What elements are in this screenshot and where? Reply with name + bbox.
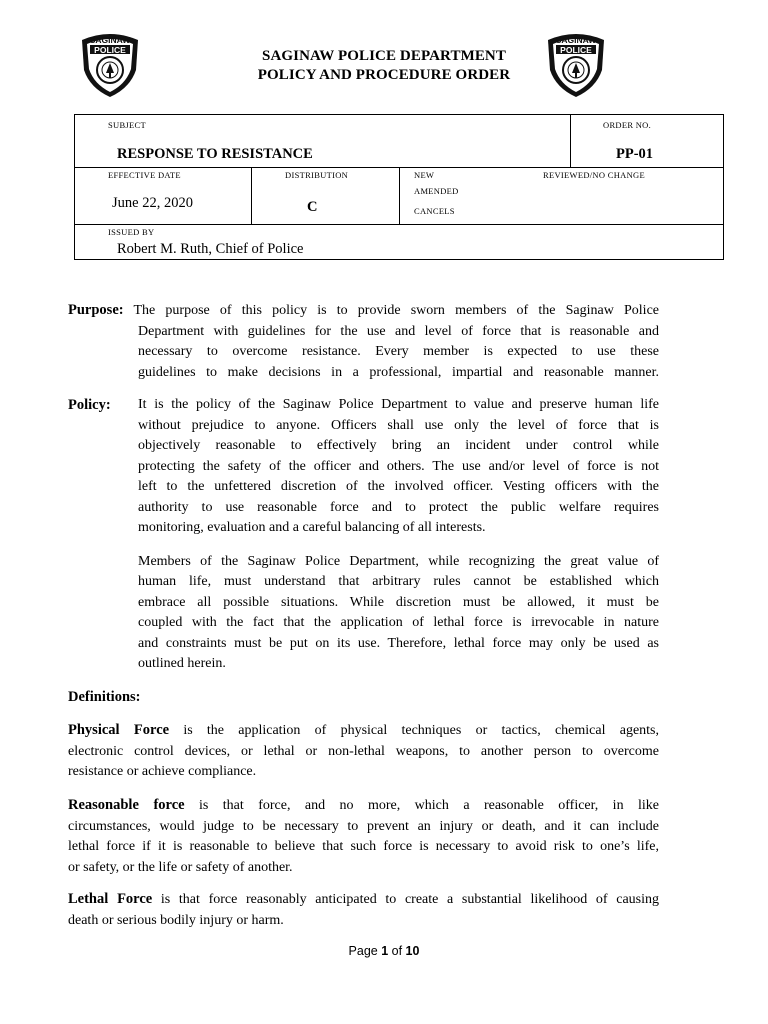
table-divider bbox=[570, 115, 571, 167]
purpose-line: guidelines to make decisions in a professional, impartial and reasonable manner. bbox=[138, 364, 659, 380]
department-name: SAGINAW POLICE DEPARTMENT bbox=[262, 48, 506, 64]
physical-force-term: Physical Force bbox=[68, 722, 170, 738]
badge-text-top: SAGINAW bbox=[89, 35, 131, 45]
policy-line: It is the policy of the Saginaw Police Department to value and preserve human life bbox=[138, 397, 659, 412]
order-number-label: ORDER NO. bbox=[603, 120, 652, 130]
purpose-line: The purpose of this policy is to provide sworn members of the Saginaw Police bbox=[133, 303, 659, 318]
subject-label: SUBJECT bbox=[108, 120, 146, 130]
effective-date-label: EFFECTIVE DATE bbox=[108, 170, 181, 180]
page-number bbox=[0, 944, 768, 958]
purpose-label: Purpose: bbox=[68, 302, 124, 318]
total-pages: 10 bbox=[405, 944, 420, 958]
cancels-label: CANCELS bbox=[414, 206, 455, 216]
policy-line: Members of the Saginaw Police Department, while recognizing the great value of bbox=[138, 553, 659, 569]
badge-text-bottom: POLICE bbox=[94, 45, 126, 55]
reasonable-force-definition bbox=[68, 795, 659, 878]
amended-label: AMENDED bbox=[414, 186, 459, 196]
policy-line: human life, must understand that arbitrary rules cannot be established which bbox=[138, 574, 659, 589]
policy-line: outlined herein. bbox=[138, 656, 226, 671]
current-page: 1 bbox=[381, 944, 389, 958]
definition-line: or safety, or the life or safety of another. bbox=[68, 859, 293, 875]
issued-by-value: Robert M. Ruth, Chief of Police bbox=[117, 241, 304, 257]
definition-line: is the application of physical techniques or tactics, chemical agents, bbox=[169, 723, 659, 738]
document-header bbox=[0, 47, 768, 85]
policy-line: authority to use reasonable force and to protect the public welfare requires bbox=[138, 499, 659, 515]
distribution-value: C bbox=[307, 199, 318, 215]
policy-label: Policy: bbox=[68, 397, 111, 413]
reviewed-label: REVIEWED/NO CHANGE bbox=[543, 170, 645, 180]
badge-text-bottom: POLICE bbox=[560, 45, 592, 55]
order-info-table bbox=[74, 114, 724, 260]
reasonable-force-term: Reasonable force bbox=[68, 797, 185, 813]
purpose-line: necessary to overcome resistance. Every member is expected to use these bbox=[138, 344, 659, 359]
definition-line: death or serious bodily injury or harm. bbox=[68, 912, 284, 928]
purpose-line: Department with guidelines for the use and level of force that is reasonable and bbox=[138, 323, 659, 339]
policy-section bbox=[68, 395, 659, 675]
new-label: NEW bbox=[414, 170, 435, 180]
table-divider bbox=[75, 224, 723, 225]
lethal-force-term: Lethal Force bbox=[68, 891, 153, 907]
definition-line: circumstances, would judge to be necessary to prevent an injury or death, and it can include bbox=[68, 818, 659, 834]
policy-line: left to the unfettered discretion of the involved officer. Vesting officers with the bbox=[138, 479, 659, 494]
lethal-force-definition bbox=[68, 889, 659, 931]
definitions-label: Definitions: bbox=[68, 689, 141, 705]
order-number-value: PP-01 bbox=[616, 146, 654, 162]
purpose-section bbox=[68, 300, 659, 383]
policy-line: monitoring, evaluation and a careful balancing of all interests. bbox=[138, 520, 486, 535]
policy-line: embrace all possible situations. While discretion must be allowed, it must be bbox=[138, 594, 659, 610]
effective-date-value: June 22, 2020 bbox=[112, 195, 193, 211]
table-divider bbox=[251, 167, 252, 224]
definition-line: resistance or achieve compliance. bbox=[68, 764, 257, 779]
definition-line: electronic control devices, or lethal or non-lethal weapons, to another person to overcome bbox=[68, 743, 659, 759]
policy-line: protecting the safety of the officer and others. The use and/or level of force is not bbox=[138, 458, 659, 474]
subject-value: RESPONSE TO RESISTANCE bbox=[117, 146, 313, 162]
physical-force-definition bbox=[68, 720, 659, 783]
badge-text-top: SAGINAW bbox=[555, 35, 597, 45]
definitions-heading bbox=[68, 687, 659, 709]
definition-line: is that force reasonably anticipated to create a substantial likelihood of causing bbox=[152, 892, 660, 907]
document-type: POLICY AND PROCEDURE ORDER bbox=[257, 67, 511, 83]
document-body bbox=[68, 300, 659, 940]
policy-line: without prejudice to anyone. Officers shall use only the level of force that is bbox=[138, 417, 659, 433]
definition-line: lethal force if it is reasonable to believe that such force is necessary to avoid risk to one’s life, bbox=[68, 839, 659, 854]
policy-line: objectively reasonable to effectively bring an incident under control while bbox=[138, 438, 659, 453]
policy-line: coupled with the fact that the application of lethal force is irrevocable in nature bbox=[138, 615, 659, 630]
issued-by-label: ISSUED BY bbox=[108, 227, 155, 237]
distribution-label: DISTRIBUTION bbox=[285, 170, 349, 180]
table-divider bbox=[399, 167, 400, 224]
page-word: Page bbox=[348, 944, 382, 958]
definition-line: is that force, and no more, which a reasonable officer, in like bbox=[184, 798, 659, 813]
of-word: of bbox=[388, 944, 406, 958]
policy-line: and constraints must be put on its use. Therefore, lethal force may only be used as bbox=[138, 635, 659, 651]
